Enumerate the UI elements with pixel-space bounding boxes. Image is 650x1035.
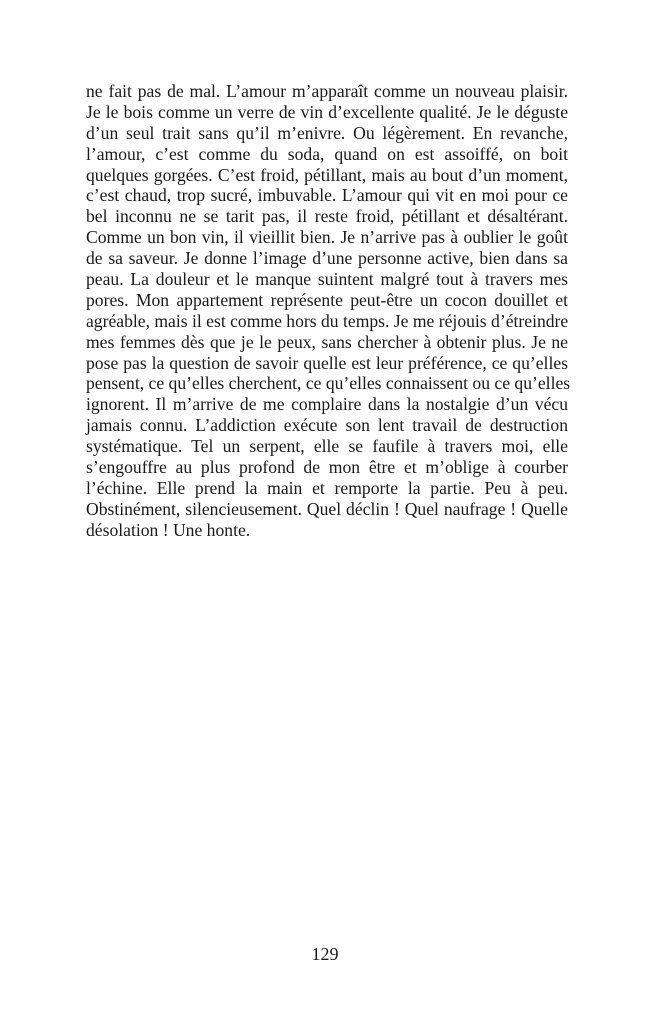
text-line: l’amour, c’est comme du soda, quand on est assoiffé, on boit [86, 143, 568, 164]
text-line: bel inconnu ne se tarit pas, il reste froid, pétillant et désaltérant. [86, 206, 568, 227]
text-line: peau. La douleur et le manque suintent malgré tout à travers mes [86, 269, 568, 290]
text-line: s’engouffre au plus profond de mon être et m’oblige à courber [86, 457, 568, 478]
text-line: de sa saveur. Je donne l’image d’une personne active, bien dans sa [86, 248, 568, 269]
body-paragraph [86, 81, 571, 541]
text-line-last: désolation ! Une honte. [86, 519, 251, 540]
text-line: ne fait pas de mal. L’amour m’apparaît comme un nouveau plaisir. [86, 81, 568, 101]
text-line: c’est chaud, trop sucré, imbuvable. L’amour qui vit en moi pour ce [86, 185, 568, 206]
text-line: agréable, mais il est comme hors du temps. Je me réjouis d’étreindre [86, 310, 569, 331]
text-line: Obstinément, silencieusement. Quel déclin ! Quel naufrage ! Quelle [86, 498, 568, 519]
text-line: ignorent. Il m’arrive de me complaire dans la nostalgie d’un vécu [86, 394, 568, 415]
text-line: Comme un bon vin, il vieillit bien. Je n’arrive pas à oublier le goût [86, 227, 568, 248]
text-line: quelques gorgées. C’est froid, pétillant, mais au bout d’un moment, [86, 164, 568, 185]
text-line: pores. Mon appartement représente peut-être un cocon douillet et [86, 289, 568, 310]
text-line: pose pas la question de savoir quelle est leur préférence, ce qu’elles [86, 352, 568, 373]
text-line: d’un seul trait sans qu’il m’enivre. Ou légèrement. En revanche, [86, 122, 568, 143]
page-number: 129 [311, 944, 339, 964]
text-line: Je le bois comme un verre de vin d’excellente qualité. Je le déguste [86, 101, 568, 122]
text-line: systématique. Tel un serpent, elle se faufile à travers moi, elle [86, 436, 568, 457]
text-line: jamais connu. L’addiction exécute son lent travail de destruction [86, 415, 568, 436]
text-line: pensent, ce qu’elles cherchent, ce qu’elles connaissent ou ce qu’elles [86, 373, 571, 394]
text-line: mes femmes dès que je le peux, sans chercher à obtenir plus. Je ne [86, 331, 568, 352]
text-line: l’échine. Elle prend la main et remporte la partie. Peu à peu. [86, 477, 568, 498]
